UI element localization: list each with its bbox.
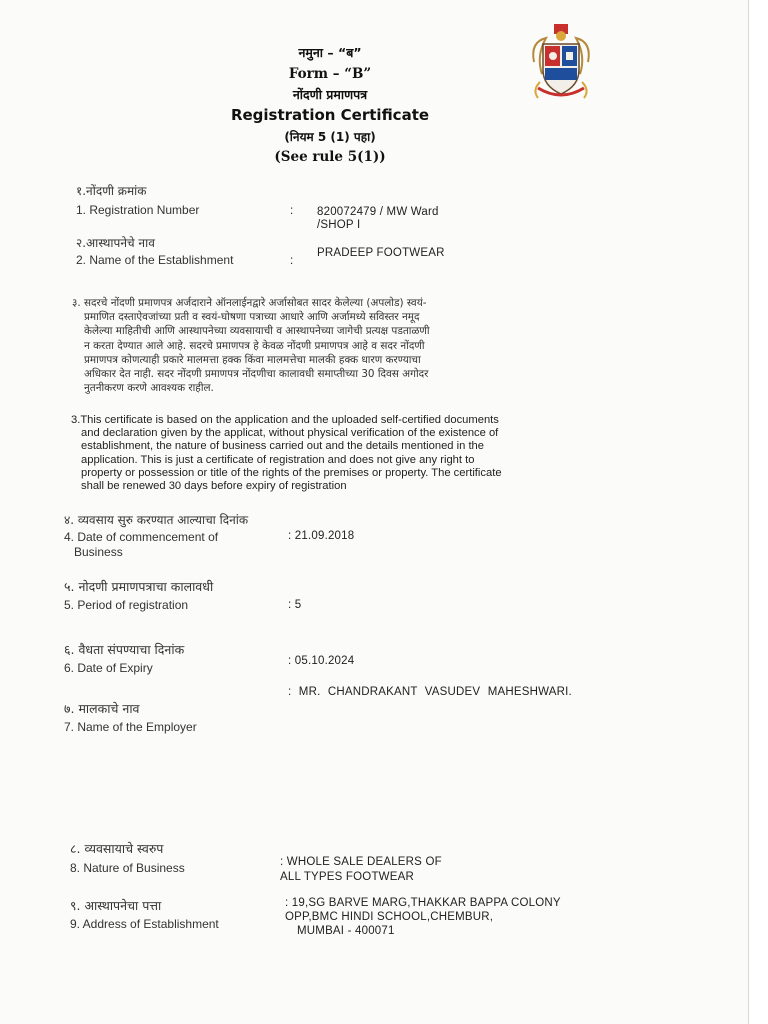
establishment-name-label: 2. Name of the Establishment bbox=[76, 253, 234, 267]
clause-3-marathi-line: न करता देण्यात आले आहे. सदरचे प्रमाणपत्र हे केवळ नोंदणी प्रमाणपत्र आहे व सदर नोंदणी bbox=[84, 339, 425, 352]
address-value-line3: MUMBAI - 400071 bbox=[297, 925, 395, 937]
clause-3-marathi-line: प्रमाणपत्र कोणत्याही प्रकारे मालमत्ता हक्क किंवा मालमत्तेचा मालकी हक्क धारण करण्याचा bbox=[84, 353, 421, 366]
registration-number-colon: : bbox=[290, 205, 294, 217]
clause-3-english bbox=[71, 414, 571, 493]
rule-english: (See rule 5(1)) bbox=[274, 149, 386, 165]
clause-3-english-line: 3.This certificate is based on the application and the uploaded self-certified documents bbox=[71, 414, 499, 426]
nature-value-line2: ALL TYPES FOOTWEAR bbox=[280, 871, 414, 883]
clause-3-english-line: and declaration given by the applicat, without physical verification of the existence of bbox=[81, 427, 499, 440]
nature-value: : WHOLE SALE DEALERS OF bbox=[280, 856, 442, 868]
title-english: Registration Certificate bbox=[230, 106, 430, 124]
form-label-marathi: नमुना – “ब” bbox=[298, 45, 362, 60]
clause-3-english-line: establishment, the nature of business carried out and the details mentioned in the bbox=[81, 440, 485, 453]
establishment-name-colon: : bbox=[290, 255, 294, 267]
nature-label-marathi: ८. व्यवसायाचे स्वरुप bbox=[70, 841, 164, 856]
title-marathi: नोंदणी प्रमाणपत्र bbox=[292, 87, 368, 102]
address-value-line2: OPP,BMC HINDI SCHOOL,CHEMBUR, bbox=[285, 911, 494, 923]
employer-label-marathi: ७. मालकाचे नाव bbox=[64, 701, 140, 716]
clause-3-marathi-line: नुतनीकरण करणे आवश्यक राहील. bbox=[84, 382, 214, 395]
address-label-marathi: ९. आस्थापनेचा पत्ता bbox=[70, 898, 162, 913]
clause-3-marathi-line: ३. सदरचे नोंदणी प्रमाणपत्र अर्जदाराने ऑनलाईनद्वारे अर्जासोबत सादर केलेल्या (अपलोड) स्वयं- bbox=[72, 297, 427, 309]
expiry-label-marathi: ६. वैधता संपण्याचा दिनांक bbox=[64, 642, 185, 657]
establishment-name-value: PRADEEP FOOTWEAR bbox=[317, 247, 445, 259]
clause-3-english-line: property or possession or title of the rights of the premises or property. The certificate bbox=[81, 466, 502, 479]
commencement-label: 4. Date of commencement of bbox=[64, 530, 219, 544]
clause-3-marathi-line: प्रमाणित दस्ताऐवजांच्या प्रती व स्वयं-घोषणा पत्राच्या आधारे आणि अर्जामध्ये सविस्तर नमूद bbox=[84, 311, 420, 324]
expiry-date-value: : 05.10.2024 bbox=[288, 655, 355, 667]
period-value: : 5 bbox=[288, 599, 302, 611]
address-value: : 19,SG BARVE MARG,THAKKAR BAPPA COLONY bbox=[285, 897, 561, 909]
establishment-name-label-marathi: २.आस्थापनेचे नाव bbox=[76, 236, 155, 250]
registration-number-value-line2: /SHOP I bbox=[317, 219, 361, 231]
clause-3-english-line: shall be renewed 30 days before expiry of registration bbox=[81, 480, 347, 493]
registration-number-label: 1. Registration Number bbox=[76, 203, 200, 217]
registration-number-label-marathi: १.नोंदणी क्रमांक bbox=[76, 184, 147, 198]
clause-3-english-line: application. This is just a certificate of registration and does not give any right to bbox=[81, 453, 475, 466]
period-label: 5. Period of registration bbox=[64, 598, 189, 612]
municipal-crest-icon bbox=[526, 22, 596, 102]
commencement-label-marathi: ४. व्यवसाय सुरु करण्यात आल्याचा दिनांक bbox=[64, 513, 249, 527]
employer-label: 7. Name of the Employer bbox=[64, 720, 197, 734]
clause-3-marathi bbox=[72, 296, 572, 395]
registration-number-value: 820072479 / MW Ward bbox=[317, 206, 439, 218]
clause-3-marathi-line: अधिकार देत नाही. सदर नोंदणी प्रमाणपत्र नोंदणीचा कालावधी समाप्तीच्या 30 दिवस अगोदर bbox=[84, 368, 429, 381]
period-label-marathi: ५. नोदणी प्रमाणपत्राचा कालावधी bbox=[64, 579, 214, 594]
rule-marathi: (नियम 5 (1) पहा) bbox=[284, 130, 376, 144]
expiry-label: 6. Date of Expiry bbox=[64, 661, 153, 675]
clause-3-marathi-line: केलेल्या माहितीची आणि आस्थापनेच्या व्यवसायाची व आस्थापनेच्या जागेची प्रत्यक्ष पडताळणी bbox=[84, 325, 430, 338]
form-label-english: Form – “B” bbox=[288, 66, 372, 82]
commencement-label-line2: Business bbox=[74, 545, 123, 559]
address-label: 9. Address of Establishment bbox=[70, 917, 219, 931]
employer-name-value: : MR. CHANDRAKANT VASUDEV MAHESHWARI. bbox=[288, 686, 572, 698]
nature-label: 8. Nature of Business bbox=[70, 861, 185, 875]
commencement-date-value: : 21.09.2018 bbox=[288, 530, 355, 542]
